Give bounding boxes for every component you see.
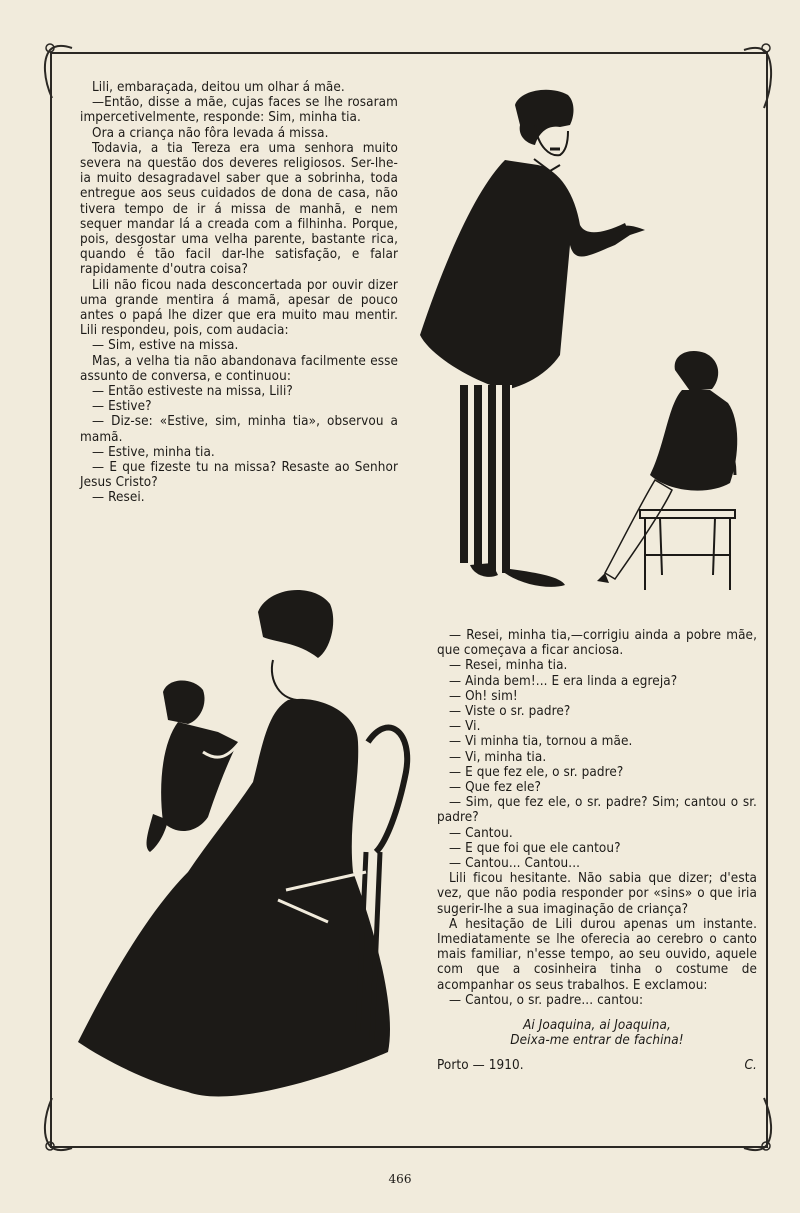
paragraph: — Estive? xyxy=(92,399,152,415)
paragraph: — Cantou, o sr. padre... cantou: xyxy=(449,992,644,1008)
corner-ornament-bottom-right xyxy=(738,1096,778,1156)
paragraph: — Ainda bem!... E era linda a egreja? xyxy=(449,673,678,689)
paragraph: Ora a criança não fôra levada á missa. xyxy=(92,125,329,141)
closing xyxy=(437,1058,757,1073)
paragraph: — Vi, minha tia. xyxy=(449,749,547,765)
paragraph: — Que fez ele? xyxy=(449,780,542,796)
paragraph: A hesitação de Lili durou apenas um instante. Imediatamente se lhe oferecia ao cerebro o canto mais familiar, n'esse tempo, ao seu ouvido, aquele com que a cosinheira tinha o costume de acompanhar os seus trabalhos. E exclamou: xyxy=(437,916,757,993)
paragraph: Todavia, a tia Tereza era uma senhora muito severa na questão dos deveres religiosos. Ser-lhe-ia muito desagradavel saber que a sobrinha, toda entregue aos seus cuidados de dona de casa, não tivera tempo de ir á missa de manhã, e nem sequer mandar lá a creada com a filhinha. Porque, pois, desgostar uma velha parente, bastante rica, quando é tão facil dar-lhe satisfação, e falar rapidamente d'outra coisa? xyxy=(80,140,398,278)
verse xyxy=(437,1018,757,1048)
corner-ornament-top-left xyxy=(38,40,78,100)
illustration-woman-with-child xyxy=(68,582,418,1122)
paragraph: Lili não ficou nada desconcertada por ouvir dizer uma grande mentira á mamã, apesar de pouco antes o papá lhe dizer que era muito mau mentir. Lili respondeu, pois, com audacia: xyxy=(80,277,398,339)
page-number: 466 xyxy=(388,1172,412,1186)
paragraph: — Vi minha tia, tornou a mãe. xyxy=(449,734,633,750)
verse-line: Deixa-me entrar de fachina! xyxy=(510,1033,684,1049)
paragraph: — Sim, que fez ele, o sr. padre? Sim; cantou o sr. padre? xyxy=(437,795,757,826)
paragraph: — Sim, estive na missa. xyxy=(92,338,239,354)
place-date: Porto — 1910. xyxy=(437,1058,524,1074)
left-text-column xyxy=(80,80,398,506)
paragraph: Lili, embaraçada, deitou um olhar á mãe. xyxy=(92,80,345,95)
verse-line: Ai Joaquina, ai Joaquina, xyxy=(523,1018,671,1034)
paragraph: — E que fizeste tu na missa? Resaste ao Senhor Jesus Cristo? xyxy=(80,460,398,491)
paragraph: — Então estiveste na missa, Lili? xyxy=(92,384,293,400)
paragraph: — Viste o sr. padre? xyxy=(449,704,571,720)
paragraph: — Resei. xyxy=(92,490,145,506)
paragraph: — Vi. xyxy=(449,719,481,735)
paragraph: Lili ficou hesitante. Não sabia que dizer; d'esta vez, que não podia responder por «sins» o que iria sugerir-lhe a sua imaginação de criança? xyxy=(437,871,757,917)
paragraph: — Oh! sim! xyxy=(449,688,518,704)
paragraph: — Resei, minha tia. xyxy=(449,658,568,674)
paragraph: — Cantou... Cantou... xyxy=(449,856,581,872)
paragraph: —Então, disse a mãe, cujas faces se lhe rosaram impercetivelmente, responde: Sim, minha tia. xyxy=(80,95,398,126)
paragraph: — E que fez ele, o sr. padre? xyxy=(449,764,624,780)
signature: C. xyxy=(744,1058,757,1074)
illustration-man-and-girl xyxy=(410,85,750,605)
paragraph: — E que foi que ele cantou? xyxy=(449,840,621,856)
paragraph: Mas, a velha tia não abandonava facilmente esse assunto de conversa, e continuou: xyxy=(80,353,398,384)
paragraph: — Diz-se: «Estive, sim, minha tia», observou a mamã. xyxy=(80,414,398,445)
right-text-column xyxy=(437,628,757,1074)
paragraph: — Resei, minha tia,—corrigiu ainda a pobre mãe, que começava a ficar anciosa. xyxy=(437,628,757,659)
paragraph: — Cantou. xyxy=(449,825,513,841)
paragraph: — Estive, minha tia. xyxy=(92,444,215,460)
